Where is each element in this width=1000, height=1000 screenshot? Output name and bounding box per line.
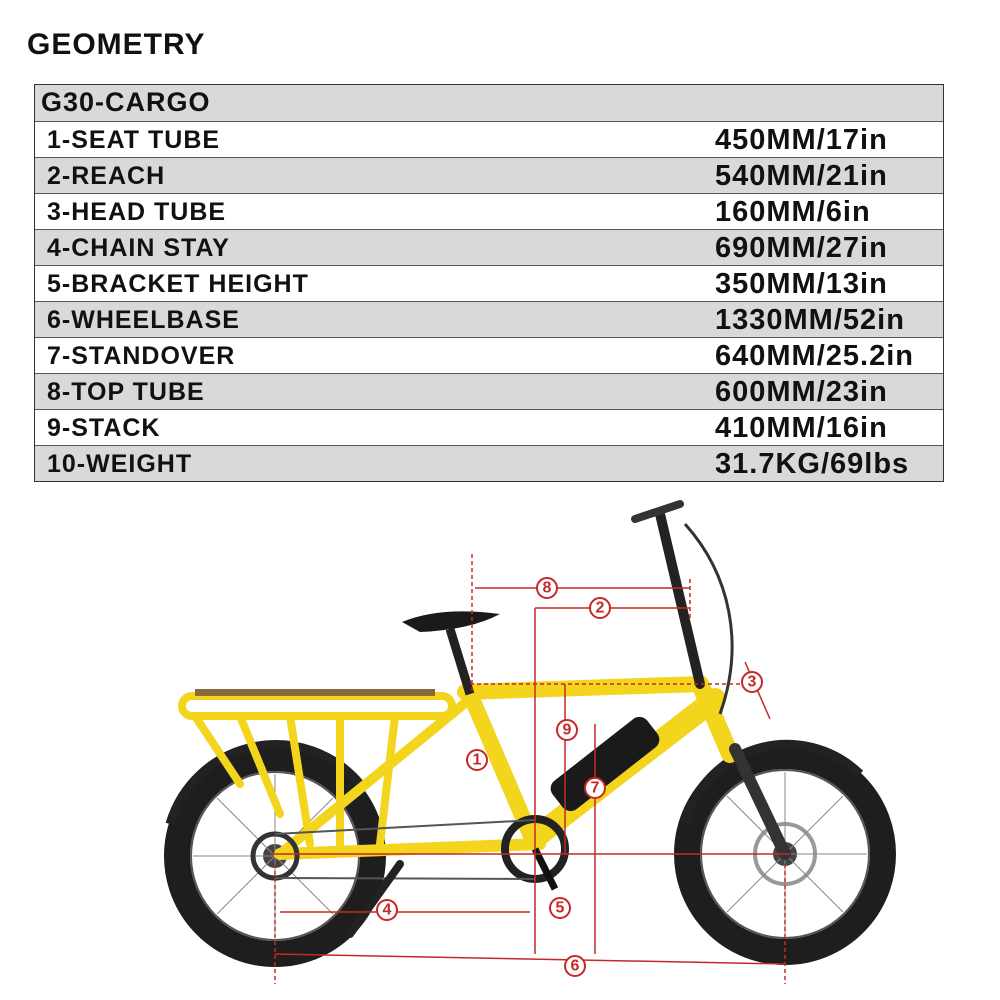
svg-text:1: 1 [472, 751, 482, 769]
marker-7 [585, 778, 605, 798]
spec-label: 5-BRACKET HEIGHT [47, 270, 309, 298]
bike-geometry-diagram [0, 484, 1000, 1000]
marker-6 [565, 956, 585, 976]
svg-text:2: 2 [595, 599, 605, 617]
seat-post [450, 629, 470, 694]
spec-row-wheelbase [35, 301, 943, 337]
geometry-table [34, 84, 944, 482]
spec-row-bracket-height [35, 265, 943, 301]
svg-text:5: 5 [555, 899, 565, 917]
marker-8 [537, 578, 557, 598]
marker-9 [557, 720, 577, 740]
spec-label: 9-STACK [47, 414, 161, 442]
marker-2 [590, 598, 610, 618]
svg-text:4: 4 [382, 901, 392, 919]
spec-value: 450MM/17in [715, 124, 888, 156]
spec-row-weight [35, 445, 943, 481]
saddle [402, 611, 500, 632]
svg-text:6: 6 [570, 957, 580, 975]
spec-value: 600MM/23in [715, 376, 888, 408]
svg-text:7: 7 [590, 779, 600, 797]
marker-3 [742, 672, 762, 692]
marker-1 [467, 750, 487, 770]
spec-value: 1330MM/52in [715, 304, 905, 336]
spec-label: 2-REACH [47, 162, 166, 190]
spec-label: 4-CHAIN STAY [47, 234, 230, 262]
spec-value: 640MM/25.2in [715, 340, 914, 372]
spec-row-reach [35, 157, 943, 193]
marker-4 [377, 900, 397, 920]
spec-value: 160MM/6in [715, 196, 871, 228]
spec-label: 6-WHEELBASE [47, 306, 240, 334]
page-title: GEOMETRY [27, 28, 206, 61]
chain-bottom [275, 878, 535, 879]
stem [660, 514, 700, 684]
svg-text:9: 9 [562, 721, 572, 739]
spec-value: 350MM/13in [715, 268, 888, 300]
spec-row-head-tube [35, 193, 943, 229]
bike-illustration [0, 484, 1000, 1000]
spec-row-chain-stay [35, 229, 943, 265]
spec-row-stack [35, 409, 943, 445]
spec-value: 540MM/21in [715, 160, 888, 192]
marker-5 [550, 898, 570, 918]
model-name: G30-CARGO [41, 87, 211, 117]
spec-label: 8-TOP TUBE [47, 378, 205, 406]
spec-label: 7-STANDOVER [47, 342, 236, 370]
svg-text:3: 3 [747, 673, 757, 691]
model-row [35, 85, 943, 121]
svg-text:8: 8 [542, 579, 552, 597]
spec-value: 410MM/16in [715, 412, 888, 444]
spec-label: 3-HEAD TUBE [47, 198, 227, 226]
spec-row-standover [35, 337, 943, 373]
spec-value: 690MM/27in [715, 232, 888, 264]
rack-deck [195, 689, 435, 696]
spec-row-top-tube [35, 373, 943, 409]
spec-value: 31.7KG/69lbs [715, 448, 910, 480]
spec-row-seat-tube [35, 121, 943, 157]
spec-label: 10-WEIGHT [47, 450, 193, 478]
spec-label: 1-SEAT TUBE [47, 126, 221, 154]
